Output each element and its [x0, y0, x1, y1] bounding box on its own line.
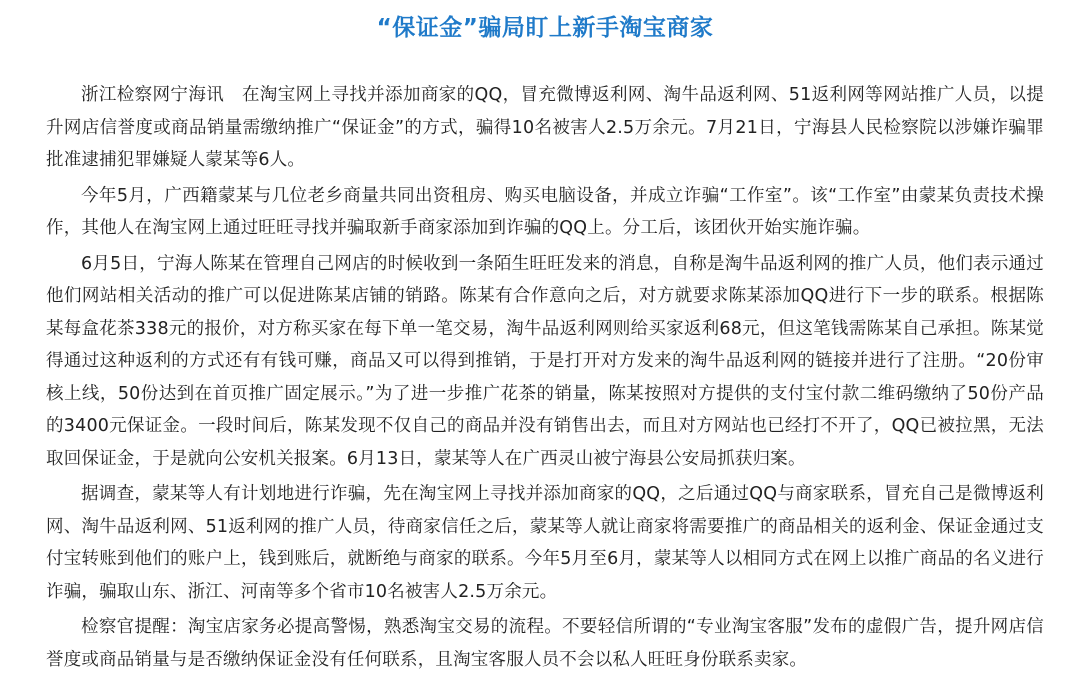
article-paragraph-2: 今年5月，广西籍蒙某与几位老乡商量共同出资租房、购买电脑设备，并成立诈骗“工作室”。该“工作室”由蒙某负责技术操作，其他人在淘宝网上通过旺旺寻找并骗取新手商家添加到诈骗的QQ上。分工后，该团伙开始实施诈骗。 [46, 185, 1044, 238]
article-paragraph-4: 据调查，蒙某等人有计划地进行诈骗，先在淘宝网上寻找并添加商家的QQ，之后通过QQ与商家联系，冒充自己是微博返利网、淘牛品返利网、51返利网的推广人员，待商家信任之后，蒙某等人就让商家将需要推广的商品相关的返利金、保证金通过支付宝转账到他们的账户上，钱到账后，就断绝与商家的联系。今年5月至6月，蒙某等人以相同方式在网上以推广商品的名义进行诈骗，骗取山东、浙江、河南等多个省市10名被害人2.5万余元。 [46, 484, 1044, 602]
article-paragraph-3: 6月5日，宁海人陈某在管理自己网店的时候收到一条陌生旺旺发来的消息，自称是淘牛品返利网的推广人员，他们表示通过他们网站相关活动的推广可以促进陈某店铺的销路。陈某有合作意向之后，对方就要求陈某添加QQ进行下一步的联系。根据陈某每盒花茶338元的报价，对方称买家在每下单一笔交易，淘牛品返利网则给买家返利68元，但这笔钱需陈某自己承担。陈某觉得通过这种返利的方式还有有钱可赚，商品又可以得到推销，于是打开对方发来的淘牛品返利网的链接并进行了注册。“20份审核上线，50份达到在首页推广固定展示。”为了进一步推广花茶的销量，陈某按照对方提供的支付宝付款二维码缴纳了50份产品的3400元保证金。一段时间后，陈某发现不仅自己的商品并没有销售出去，而且对方网站也已经打不开了，QQ已被拉黑，无法取回保证金，于是就向公安机关报案。6月13日，蒙某等人在广西灵山被宁海县公安局抓获归案。 [46, 253, 1044, 469]
article-paragraph-5: 检察官提醒：淘宝店家务必提高警惕，熟悉淘宝交易的流程。不要轻信所谓的“专业淘宝客服”发布的虚假广告，提升网店信誉度或商品销量与是否缴纳保证金没有任何联系，且淘宝客服人员不会以私人旺旺身份联系卖家。 [46, 617, 1044, 670]
article-title: “保证金”骗局盯上新手淘宝商家 [376, 15, 714, 41]
article-paragraph-1: 浙江检察网宁海讯 在淘宝网上寻找并添加商家的QQ，冒充微博返利网、淘牛品返利网、51返利网等网站推广人员，以提升网店信誉度或商品销量需缴纳推广“保证金”的方式，骗得10名被害人2.5万余元。7月21日，宁海县人民检察院以涉嫌诈骗罪批准逮捕犯罪嫌疑人蒙某等6人。 [46, 85, 1044, 170]
